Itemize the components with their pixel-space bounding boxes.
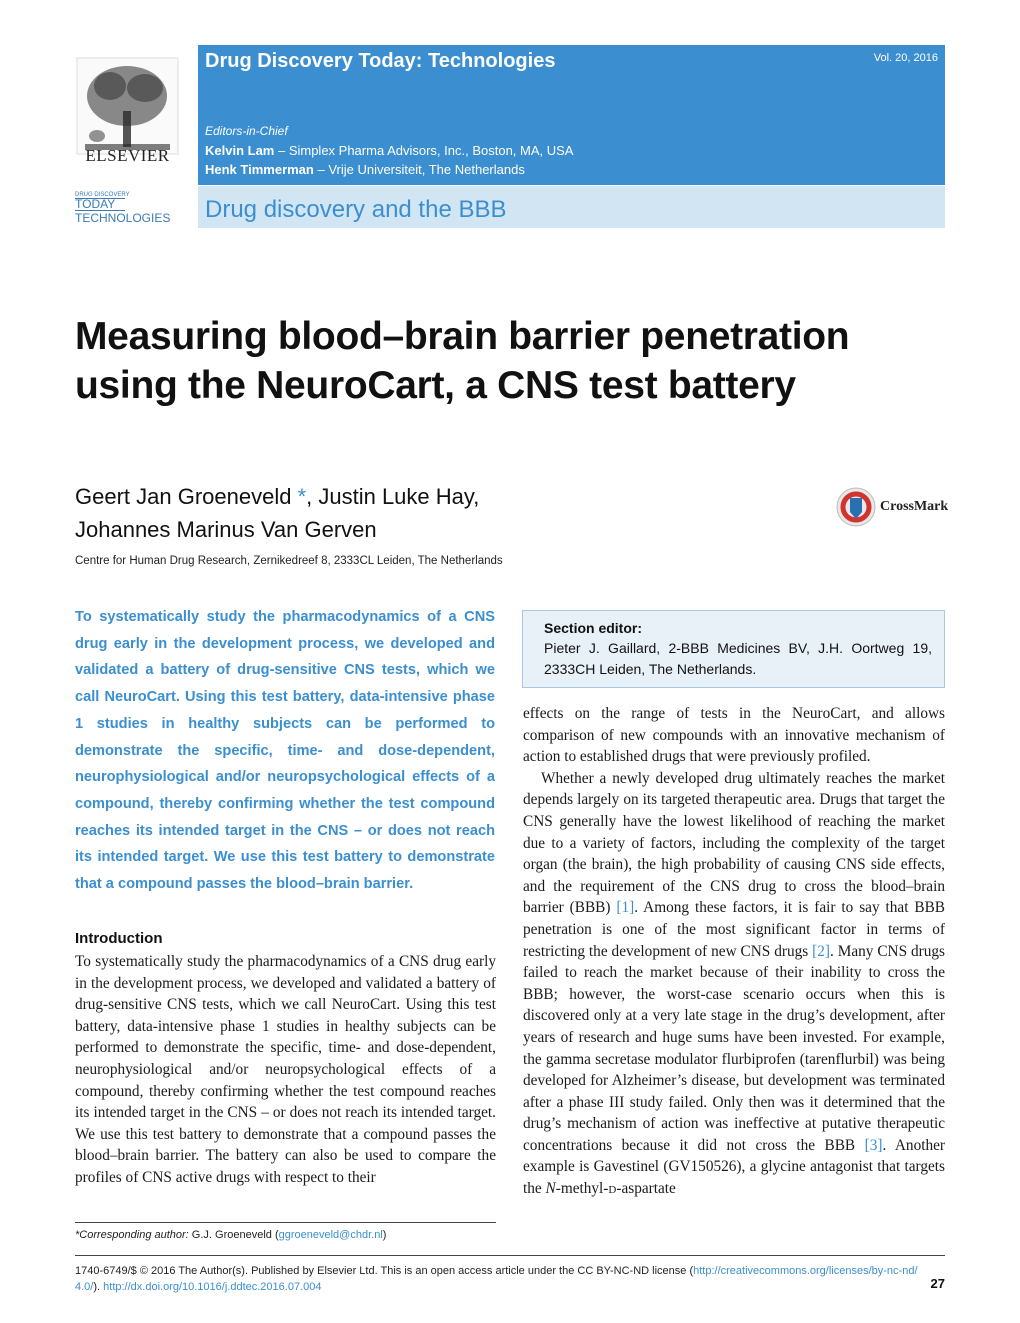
editor-name: Henk Timmerman <box>205 162 314 177</box>
corresponding-author-footnote: *Corresponding author: G.J. Groeneveld (ggroeneveld@chdr.nl) <box>75 1229 387 1241</box>
footnote-label: *Corresponding author: <box>75 1229 189 1241</box>
reference-link[interactable]: [2] <box>812 942 830 960</box>
license-link-cont[interactable]: 4.0/ <box>75 1281 94 1293</box>
affiliation: Centre for Human Drug Research, Zernikedreef 8, 2333CL Leiden, The Netherlands <box>75 555 503 567</box>
copyright-footer: 1740-6749/$ © 2016 The Author(s). Published by Elsevier Ltd. This is an open access article under the CC BY-NC-ND license (http://creativecommons.org/licenses/by-nc-nd/ 4.0/). http://dx.doi.org/10.1016/j.ddtec.2016.07.004 <box>75 1265 918 1293</box>
author-name: , Justin Luke Hay, <box>306 484 480 509</box>
editor-affiliation: – Simplex Pharma Advisors, Inc., Boston, MA, USA <box>274 143 574 158</box>
editor-line <box>205 162 525 177</box>
footer-rule <box>75 1255 945 1256</box>
body-paragraph: Whether a newly developed drug ultimately reaches the market depends largely on its targeted therapeutic area. Drugs that target the CNS generally have the lowest likelihood of reaching the market due to a variety of factors, including the complexity of the target organ (the brain), the high probability of causing CNS side effects, and the requirement of the CNS drug to cross the blood–brain barrier (BBB) [1]. Among these factors, it is fair to say that BBB penetration is one of the most significant factor in terms of restricting the development of new CNS drugs [2]. Many CNS drugs failed to reach the market because of their inability to cross the BBB; however, the worst-case scenario occurs when this is discovered only at a very late stage in the drug’s development, after years of research and huge sums have been invested. For example, the gamma secretase modulator flurbiprofen (tarenflurbil) was being developed for Alzheimer’s disease, but development was terminated after a phase III study failed. Only then was it determined that the drug’s mechanism of action was ineffective at putative therapeutic concentrations because it did not cross the BBB [3]. Another example is Gavestinel (GV150526), a glycine antagonist that targets the N-methyl-d-aspartate <box>523 769 946 1198</box>
journal-title: Drug Discovery Today: Technologies <box>205 50 556 72</box>
corresponding-author-star[interactable]: * <box>297 484 307 509</box>
crossmark-label[interactable]: CrossMark <box>880 499 949 514</box>
reference-link[interactable]: [3] <box>864 1136 883 1154</box>
journal-logo <box>75 192 185 232</box>
abstract: To systematically study the pharmacodynamics of a CNS drug early in the development process, we developed and validated a battery of drug-sensitive CNS tests, which we call NeuroCart. Using this test battery, data-intensive phase 1 studies in healthy subjects can be performed to demonstrate the specific, time- and dose-dependent, neurophysiological and/or neuropsychological effects of a compound, thereby confirming whether the test compound reaches its intended target in the CNS – or does not reach its intended target. We use this test battery to demonstrate that a compound passes the blood–brain barrier. <box>75 609 495 893</box>
journal-logo-line2: TODAY <box>75 198 125 211</box>
license-link[interactable]: http://creativecommons.org/licenses/by-nc-nd/ <box>693 1265 918 1277</box>
author-name: Johannes Marinus Van Gerven <box>75 517 377 542</box>
page-number: 27 <box>930 1276 945 1291</box>
author-name: Geert Jan Groeneveld <box>75 484 298 509</box>
editor-affiliation: – Vrije Universiteit, The Netherlands <box>313 162 525 177</box>
body-column-left <box>75 951 496 1189</box>
body-paragraph: effects on the range of tests in the NeuroCart, and allows comparison of new compounds with an innovative mechanism of action to established drugs that were previously profiled. <box>523 705 945 766</box>
journal-logo-line3: TECHNOLOGIES <box>75 211 171 225</box>
article-title: Measuring blood–brain barrier penetration using the NeuroCart, a CNS test battery <box>75 315 850 407</box>
publisher-name: ELSEVIER <box>85 146 170 165</box>
author-list <box>75 480 775 546</box>
volume-label: Vol. 20, 2016 <box>873 52 938 64</box>
section-editor-text: Pieter J. Gaillard, 2-BBB Medicines BV, J.H. Oortweg 19, 2333CH Leiden, The Netherlands. <box>544 640 932 677</box>
reference-link[interactable]: [1] <box>616 899 635 917</box>
section-editor-label: Section editor: <box>544 620 643 636</box>
introduction-heading: Introduction <box>75 930 163 947</box>
email-link[interactable]: ggroeneveld@chdr.nl <box>278 1229 383 1241</box>
crossmark-icon[interactable] <box>836 486 876 528</box>
body-paragraph: To systematically study the pharmacodynamics of a CNS drug early in the development process, we developed and validated a battery of drug-sensitive CNS tests, which we call NeuroCart. Using this test battery, data-intensive phase 1 studies in healthy subjects can be performed to demonstrate the specific, time- and dose-dependent, neurophysiological and/or neuropsychological effects of a compound, thereby confirming whether the test compound reaches its intended target in the CNS – or does not reach its intended target. We use this test battery to demonstrate that a compound passes the blood–brain barrier. The battery can also be used to compare the profiles of CNS active drugs with respect to their <box>75 953 496 1186</box>
editor-line <box>205 143 573 158</box>
editor-name: Kelvin Lam <box>205 143 275 158</box>
journal-logo-line1: DRUG DISCOVERY <box>75 192 130 198</box>
footnote-rule <box>75 1222 496 1223</box>
doi-link[interactable]: http://dx.doi.org/10.1016/j.ddtec.2016.07.004 <box>103 1281 322 1293</box>
section-title: Drug discovery and the BBB <box>205 196 507 223</box>
editors-in-chief-label: Editors-in-Chief <box>205 124 288 138</box>
body-column-right <box>523 703 945 1200</box>
